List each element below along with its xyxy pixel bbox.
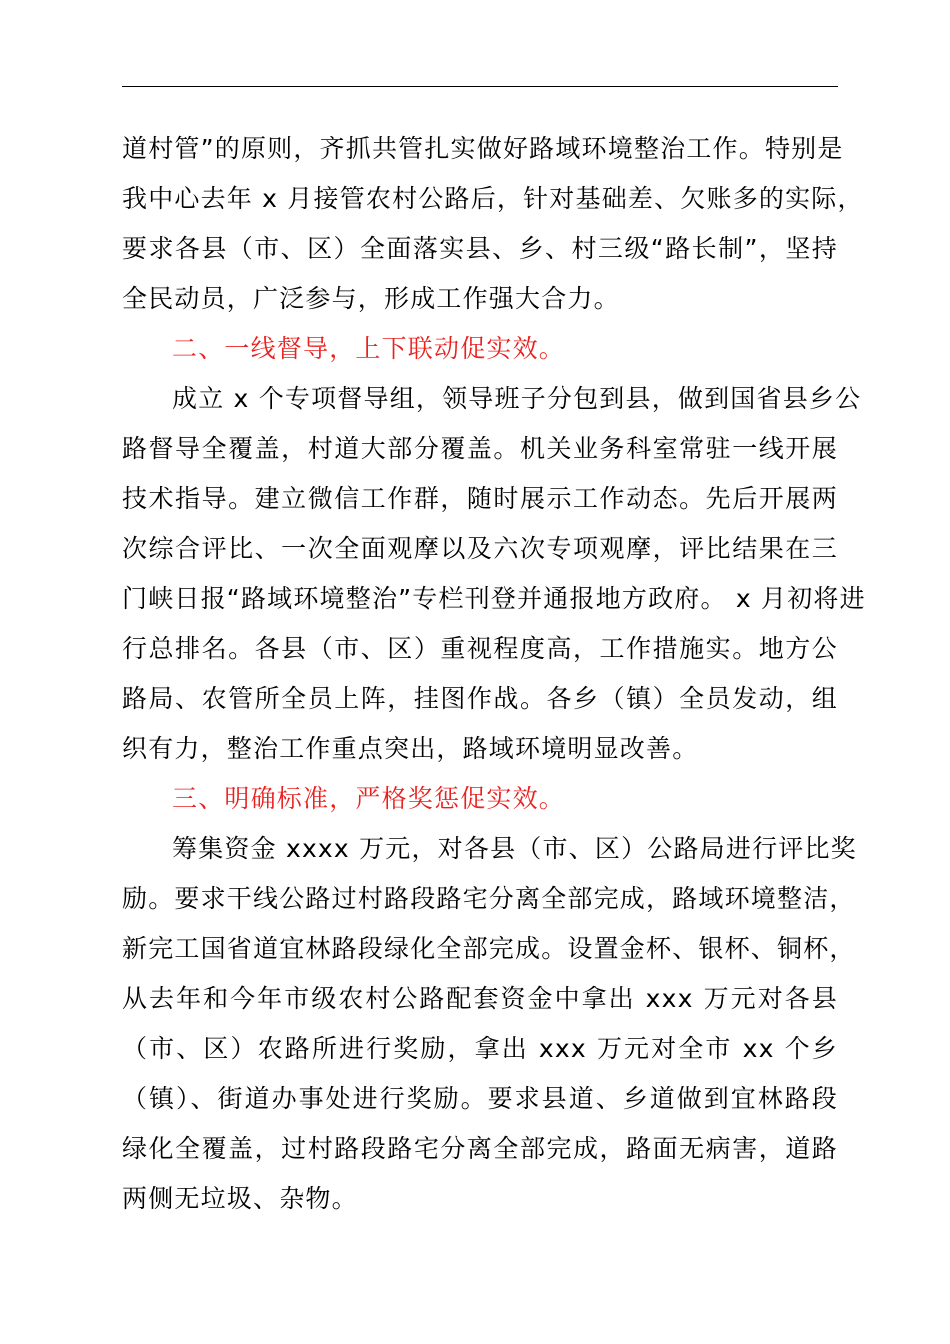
paragraph-line: 两侧无垃圾、杂物。 [122,1184,358,1213]
paragraph-line: 路局、农管所全员上阵，挂图作战。各乡（镇）全员发动，组 [122,684,838,713]
paragraph-line: 从去年和今年市级农村公路配套资金中拿出 xxx 万元对各县 [122,984,838,1013]
paragraph-line: 要求各县（市、区）全面落实县、乡、村三级“路长制”，坚持 [122,234,838,263]
paragraph-line: 全民动员，广泛参与，形成工作强大合力。 [122,284,620,313]
paragraph-line: 励。要求干线公路过村路段路宅分离全部完成，路域环境整洁， [122,884,856,913]
paragraph-line: 绿化全覆盖，过村路段路宅分离全部完成，路面无病害，道路 [122,1134,838,1163]
paragraph-line: 次综合评比、一次全面观摩以及六次专项观摩，评比结果在三 [122,534,838,563]
paragraph-line: （市、区）农路所进行奖励，拿出 xxx 万元对全市 xx 个乡 [122,1034,838,1063]
section-heading-3: 三、明确标准，严格奖惩促实效。 [172,784,566,813]
paragraph-line: 行总排名。各县（市、区）重视程度高，工作措施实。地方公 [122,634,838,663]
paragraph-line: 新完工国省道宜林路段绿化全部完成。设置金杯、银杯、铜杯， [122,934,856,963]
paragraph-line: 道村管”的原则，齐抓共管扎实做好路域环境整治工作。特别是 [122,134,844,163]
paragraph-line: 筹集资金 xxxx 万元，对各县（市、区）公路局进行评比奖 [172,834,857,863]
paragraph-line: 我中心去年 x 月接管农村公路后，针对基础差、欠账多的实际， [122,184,864,213]
paragraph-line: 成立 x 个专项督导组，领导班子分包到县，做到国省县乡公 [172,384,862,413]
paragraph-line: 门峡日报“路域环境整治”专栏刊登并通报地方政府。 x 月初将进 [122,584,866,613]
paragraph-line: 织有力，整治工作重点突出，路域环境明显改善。 [122,734,699,763]
section-heading-2: 二、一线督导，上下联动促实效。 [172,334,566,363]
paragraph-line: 路督导全覆盖，村道大部分覆盖。机关业务科室常驻一线开展 [122,434,838,463]
header-rule [122,86,838,87]
paragraph-line: 技术指导。建立微信工作群，随时展示工作动态。先后开展两 [122,484,838,513]
paragraph-line: （镇）、街道办事处进行奖励。要求县道、乡道做到宜林路段 [122,1084,838,1113]
